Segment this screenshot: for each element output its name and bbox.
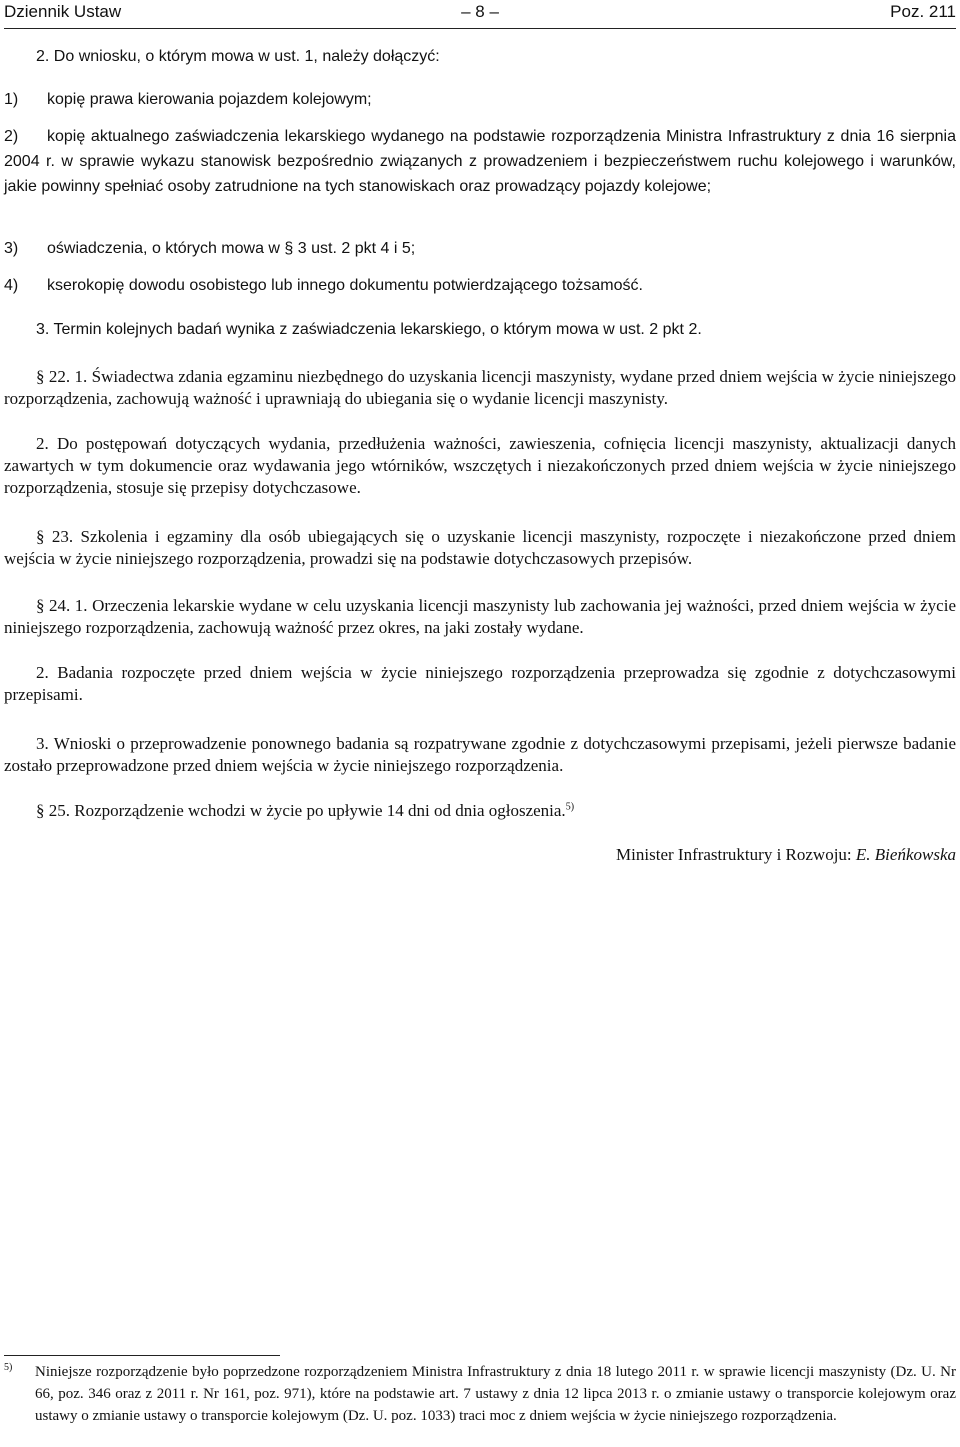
footnote-text: Niniejsze rozporządzenie było poprzedzone rozporządzeniem Ministra Infrastruktury z dnia 18 lutego 2011 r. w sprawie licencji maszynisty (Dz. U. Nr 66, poz. 346 oraz z 2011 r. Nr 161, poz. 971), które na podstawie art. 7 ustawy z dnia 12 lipca 2013 r. o zmianie ustawy o transporcie kolejowym oraz ustawy o zmianie ustawy o transporcie kolejowym (Dz. U. poz. 1033) traci moc z dniem wejścia w życie niniejszego rozporządzenia. (35, 1364, 956, 1424)
list-item (4, 124, 956, 199)
list-item-text: oświadczenia, o których mowa w § 3 ust. 2 pkt 4 i 5; (47, 240, 416, 257)
list-item-text: kserokopię dowodu osobistego lub innego dokumentu potwierdzającego tożsamość. (47, 277, 643, 294)
list-item-number: 3) (4, 240, 19, 257)
list-item-number: 2) (4, 128, 19, 145)
footnote-reference: 5) (565, 801, 575, 813)
signature-role: Minister Infrastruktury i Rozwoju: (616, 845, 856, 864)
signature-name: E. Bieńkowska (855, 845, 956, 864)
list-item (4, 273, 956, 298)
section-25 (4, 800, 956, 822)
footnote-divider (4, 1355, 280, 1356)
page-number: – 8 – (461, 2, 499, 21)
section-22-paragraph-2: 2. Do postępowań dotyczących wydania, przedłużenia ważności, zawieszenia, cofnięcia licencji maszynisty, aktualizacji danych zawartych w tym dokumencie oraz wydawania jego wtórników, wszczętych i niezakończonych przed dniem wejścia w życie niniejszego rozporządzenia, stosuje się przepisy dotychczasowe. (4, 434, 956, 497)
section-23: § 23. Szkolenia i egzaminy dla osób ubiegających się o uzyskanie licencji maszynisty, rozpoczęte i niezakończone przed dniem wejścia w życie niniejszego rozporządzenia, prowadzi się na podstawie dotychczasowych przepisów. (4, 527, 956, 568)
position-number: Poz. 211 (890, 2, 956, 21)
section-24-paragraph-1: § 24. 1. Orzeczenia lekarskie wydane w celu uzyskania licencji maszynisty lub zachowania jej ważności, przed dniem wejścia w życie niniejszego rozporządzenia, zachowują ważność przez okres, na jaki zostały wydane. (4, 596, 956, 637)
paragraph-term-of-exams: 3. Termin kolejnych badań wynika z zaświadczenia lekarskiego, o którym mowa w ust. 2 pkt 2. (36, 321, 702, 338)
page-header (4, 0, 956, 29)
list-item-number: 1) (4, 91, 19, 108)
section-22-paragraph-1: § 22. 1. Świadectwa zdania egzaminu niezbędnego do uzyskania licencji maszynisty, wydane przed dniem wejścia w życie niniejszego rozporządzenia, zachowują ważność i uprawniają do ubiegania się o wydanie licencji maszynisty. (4, 367, 956, 408)
list-item (4, 87, 956, 112)
footnote (4, 1361, 956, 1427)
section-24-paragraph-2: 2. Badania rozpoczęte przed dniem wejścia w życie niniejszego rozporządzenia przeprowadza się zgodnie z dotychczasowymi przepisami. (4, 663, 956, 704)
section-24-paragraph-3: 3. Wnioski o przeprowadzenie ponownego badania są rozpatrywane zgodnie z dotychczasowymi przepisami, jeżeli pierwsze badanie zostało przeprowadzone przed dniem wejścia w życie niniejszego rozporządzenia. (4, 734, 956, 775)
paragraph-attachments-intro: 2. Do wniosku, o którym mowa w ust. 1, należy dołączyć: (36, 48, 440, 65)
list-item-text: kopię aktualnego zaświadczenia lekarskiego wydanego na podstawie rozporządzenia Ministra Infrastruktury z dnia 16 sierpnia 2004 r. w sprawie wykazu stanowisk bezpośrednio związanych z prowadzeniem i bezpieczeństwem ruchu kolejowego i warunków, jakie powinny spełniać osoby zatrudnione na tych stanowiskach oraz prowadzący pojazdy kolejowe; (4, 128, 956, 195)
list-item (4, 236, 956, 261)
footnote-mark: 5) (4, 1362, 13, 1373)
journal-title: Dziennik Ustaw (4, 2, 122, 21)
list-item-number: 4) (4, 277, 19, 294)
list-item-text: kopię prawa kierowania pojazdem kolejowym; (47, 91, 372, 108)
section-25-text: § 25. Rozporządzenie wchodzi w życie po upływie 14 dni od dnia ogłoszenia. (36, 801, 566, 820)
signature (616, 845, 956, 865)
